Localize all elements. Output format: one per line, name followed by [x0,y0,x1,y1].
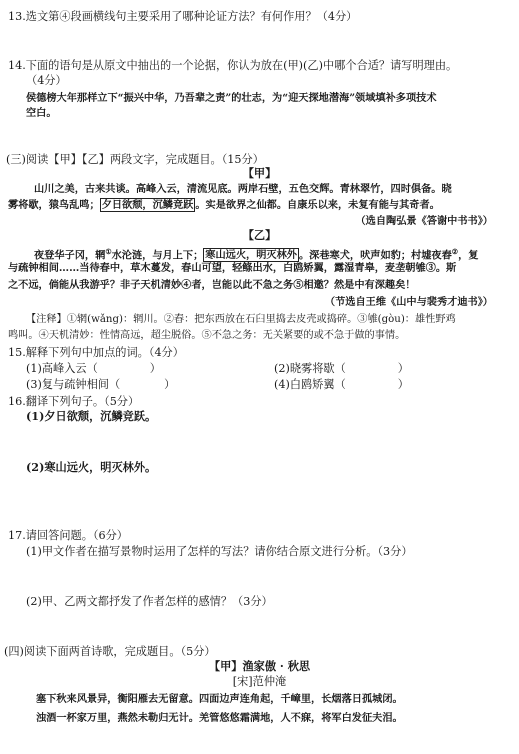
section-3-heading: (三)阅读【甲】【乙】两段文字，完成题目。（15分） [6,153,264,166]
q15-item-4-close: ） [397,378,409,391]
question-14-line-1: 14.下面的语句是从原文中抽出的一个论据，你认为放在(甲)(乙)中哪个合适？请写明理由。 [8,59,458,72]
q15-item-2 [274,361,409,376]
question-16-heading: 16.翻译下列句子。（5分） [8,395,140,408]
passage-yi-line-3: 之不远，倘能从我游乎？非子天机清妙④者，岂能以此不急之务⑤相邀？然是中有深趣矣！ [8,279,416,291]
passage-jia-text: 。实是欲界之仙都。自康乐以来，未复有能与其奇者。 [195,199,440,211]
passage-yi-title: 【乙】 [242,228,277,242]
q17-sub-2: (2)甲、乙两文都抒发了作者怎样的感情？（3分） [26,595,273,608]
passage-jia-title: 【甲】 [242,166,277,180]
passage-yi-text: 水沦涟，与月上下； [111,249,204,262]
passage-yi-text: ，复 [458,249,479,262]
question-14-line-2: （4分） [26,74,67,87]
passage-jia-source: （选自陶弘景《答谢中书书》） [355,215,493,227]
poem-title: 【甲】渔家傲 · 秋思 [208,659,311,673]
q15-item-1 [26,361,161,376]
poem-line-1: 塞下秋来风景异，衡阳雁去无留意。四面边声连角起，千嶂里，长烟落日孤城闭。 [36,693,403,705]
passage-jia-text: 雾将歇，猿鸟乱鸣； [8,199,100,211]
question-13: 13.选文第④段画横线句主要采用了哪种论证方法？有何作用？（4分） [8,10,358,23]
poem-line-2: 浊酒一杯家万里，燕然未勒归无计。羌管悠悠霜满地，人不寐，将军白发征夫泪。 [36,712,403,724]
q17-sub-1: (1)甲文作者在描写景物时运用了怎样的写法？请你结合原文进行分析。（3分） [26,545,413,558]
passage-yi-text: 夜登华子冈，辋 [34,249,106,262]
q15-item-3-text: (3)复与疏钟相间（ [26,378,121,391]
q16-sentence-1: (1)夕日欲颓，沉鳞竞跃。 [26,409,157,423]
passage-jia-line-2 [8,198,440,213]
question-14-argument-line-2: 空白。 [26,107,57,119]
q15-item-2-close: ） [397,362,409,375]
poem-author: [宋]范仲淹 [232,675,287,688]
notes-line-2: 鸣叫。④天机清妙：性情高远，超尘脱俗。⑤不急之务：无关紧要的或不急于做的事情。 [8,330,406,341]
q15-item-4-text: (4)白鸥矫翼（ [274,378,346,391]
passage-yi-source: （节选自王维《山中与裴秀才迪书》） [324,296,493,308]
q15-item-4 [274,377,409,392]
q16-sentence-2: (2)寒山远火，明灭林外。 [26,460,157,474]
question-17-heading: 17.请回答问题。（6分） [8,529,128,542]
note-marker: ② [451,247,459,256]
question-15-heading: 15.解释下列句中加点的词。（4分） [8,346,184,359]
q15-item-1-close: ） [149,362,161,375]
passage-yi-line-2: 与疏钟相间……当待春中，草木蔓发，春山可望，轻鲦出水，白鸥矫翼，露湿青皋，麦垄朝雊③。斯 [8,262,457,274]
notes-line-1: 【注释】①辋(wǎng)：辋川。②舂：把东西放在石臼里捣去皮壳或捣碎。③雊(gòu)：雄性野鸡 [26,314,456,325]
underlined-sentence: 夕日欲颓，沉鳞竞跃 [101,199,194,211]
q15-item-3-close: ） [164,378,176,391]
passage-yi-text: 。深巷寒犬，吠声如豹；村墟夜舂 [298,249,452,262]
q15-item-2-text: (2)晓雾将歇（ [274,362,346,375]
question-14-argument-line-1: 侯德榜大年那样立下“振兴中华，乃吾辈之责”的壮志，为“迎天探地潜海”领域填补多项技术 [26,92,437,104]
note-marker: ① [105,247,112,256]
passage-jia-line-1: 山川之美，古来共谈。高峰入云，清流见底。两岸石壁，五色交辉。青林翠竹，四时俱备。晓 [34,183,452,195]
q15-item-1-text: (1)高峰入云（ [26,362,98,375]
underlined-sentence: 寒山远火，明灭林外 [205,249,297,262]
section-4-heading: (四)阅读下面两首诗歌，完成题目。（5分） [4,645,216,658]
q15-item-3 [26,377,175,392]
